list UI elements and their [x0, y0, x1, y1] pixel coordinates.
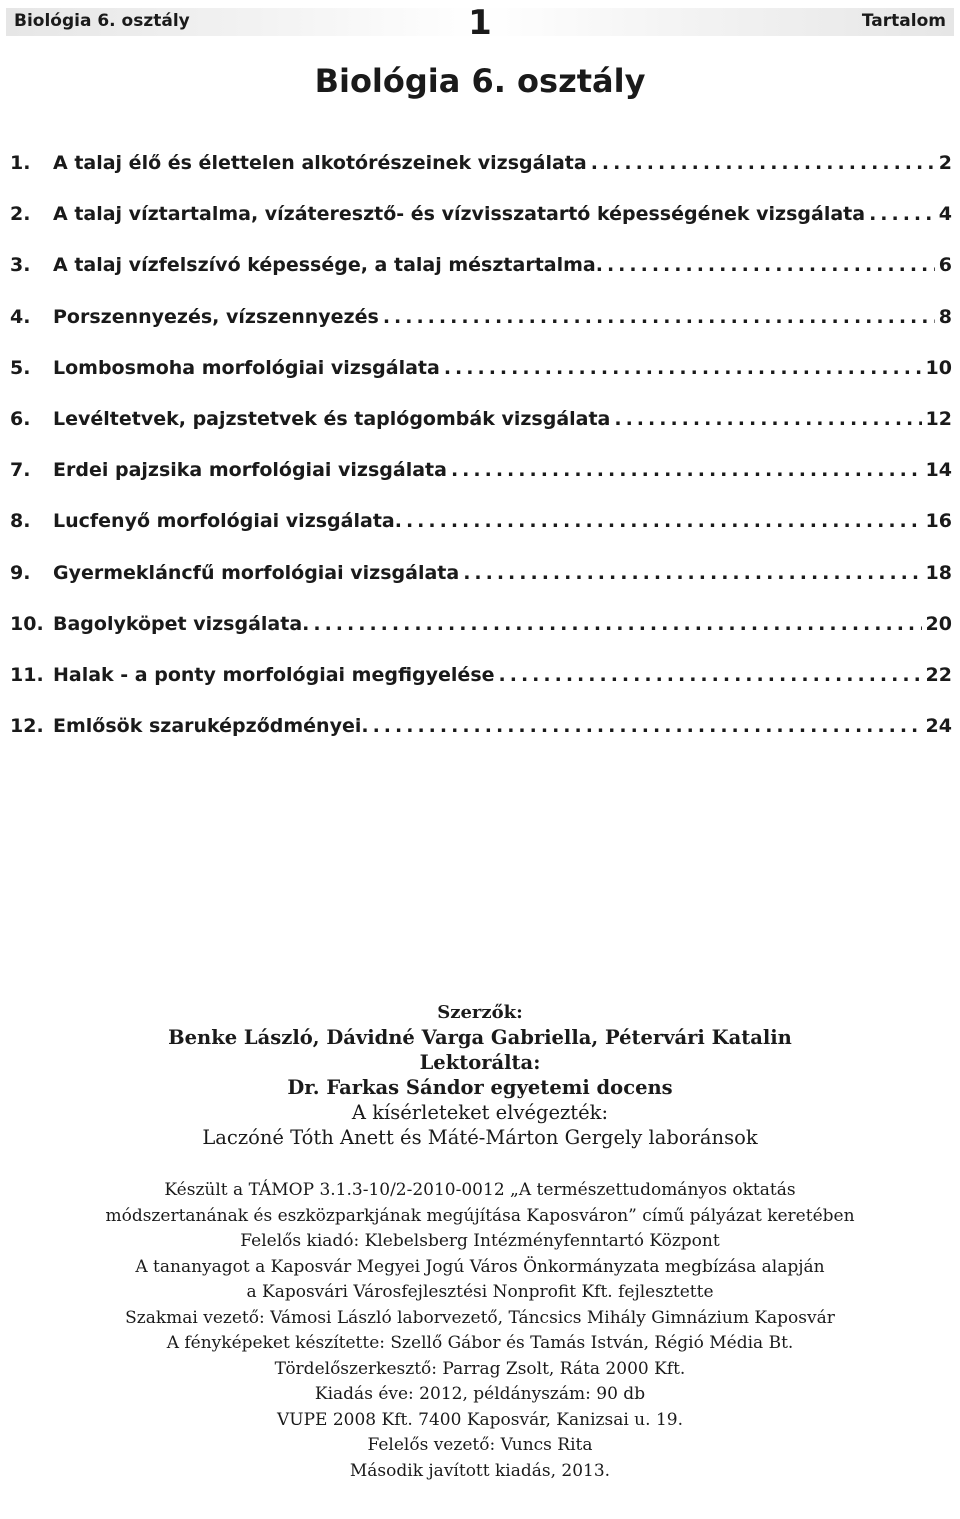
credit-line: A fényképeket készítette: Szellő Gábor és Tamás István, Régió Média Bt.: [166, 1333, 794, 1353]
credit-line: Tördelőszerkesztő: Parrag Zsolt, Ráta 2000 Kft.: [274, 1358, 686, 1379]
toc-item-title: Emlősök szaruképződményei.: [53, 715, 369, 738]
toc-item-title: Erdei pajzsika morfológiai vizsgálata: [53, 459, 447, 482]
toc-item-title: Bagolyköpet vizsgálata.: [53, 612, 310, 635]
header-page-number: 1: [468, 3, 492, 43]
toc-leader-dots: [614, 408, 921, 430]
credit-line: A tananyagot a Kaposvár Megyei Jogú Város Önkormányzata megbízása alapján: [135, 1256, 825, 1277]
toc-item-number: 9.: [10, 561, 31, 584]
experiments-label: A kísérleteket elvégezték:: [351, 1101, 609, 1124]
toc-item[interactable]: [10, 203, 952, 254]
toc-item-page: 12: [925, 407, 952, 430]
toc-item[interactable]: [10, 715, 952, 766]
table-of-contents: [10, 152, 952, 766]
toc-item-page: 20: [925, 612, 952, 635]
toc-item-number: 11.: [10, 663, 44, 686]
toc-item-number: 2.: [10, 203, 31, 226]
toc-item-title: Levéltetvek, pajzstetvek és taplógombák vizsgálata: [53, 407, 611, 430]
toc-item-page: 18: [925, 561, 952, 584]
toc-item-page: 8: [938, 305, 952, 328]
toc-item-title: Lucfenyő morfológiai vizsgálata.: [53, 510, 402, 533]
toc-leader-dots: [463, 562, 921, 584]
toc-item-number: 5.: [10, 356, 31, 379]
toc-item[interactable]: [10, 152, 952, 203]
toc-item-number: 3.: [10, 254, 31, 277]
toc-item-title: A talaj élő és élettelen alkotórészeinek vizsgálata: [53, 152, 587, 174]
header-section: Tartalom: [861, 11, 946, 31]
toc-leader-dots: [607, 254, 935, 276]
toc-leader-dots: [869, 203, 935, 225]
toc-item-number: 6.: [10, 407, 31, 430]
credit-line: Szakmai vezető: Vámosi László laborvezető, Táncsics Mihály Gimnázium Kaposvár: [125, 1307, 835, 1328]
toc-item-page: 16: [925, 510, 952, 533]
credit-line: Második javított kiadás, 2013.: [349, 1460, 611, 1481]
authors-label: Szerzők:: [437, 1002, 523, 1023]
toc-item-page: 10: [925, 356, 952, 379]
toc-item-number: 4.: [10, 305, 31, 328]
toc-item[interactable]: [10, 613, 952, 664]
credit-line: Kiadás éve: 2012, példányszám: 90 db: [314, 1384, 646, 1404]
toc-item[interactable]: [10, 408, 952, 459]
credit-line: módszertanának és eszközparkjának megújítása Kaposváron” című pályázat keretében: [105, 1205, 855, 1226]
reviewer-name: Dr. Farkas Sándor egyetemi docens: [287, 1076, 673, 1099]
toc-leader-dots: [406, 510, 922, 532]
credit-line: Készült a TÁMOP 3.1.3-10/2-2010-0012 „A természettudományos oktatás: [164, 1180, 796, 1200]
toc-item-title: Gyermekláncfű morfológiai vizsgálata: [53, 561, 460, 584]
toc-item[interactable]: [10, 510, 952, 561]
page-header: [6, 3, 954, 43]
toc-item-page: 4: [938, 203, 952, 226]
toc-item-page: 14: [925, 459, 952, 482]
experimenters-names: Laczóné Tóth Anett és Máté-Márton Gergely laboránsok: [202, 1126, 758, 1149]
toc-leader-dots: [383, 306, 935, 328]
credit-line: Felelős kiadó: Klebelsberg Intézményfenntartó Központ: [240, 1231, 720, 1251]
credit-line: a Kaposvári Városfejlesztési Nonprofit Kft. fejlesztette: [246, 1282, 714, 1302]
page-title: Biológia 6. osztály: [314, 62, 646, 100]
toc-item-page: 24: [925, 715, 952, 738]
toc-item[interactable]: [10, 459, 952, 510]
toc-item-page: 22: [925, 663, 952, 686]
toc-item-title: Halak - a ponty morfológiai megfigyelése: [53, 663, 495, 686]
toc-item-title: Lombosmoha morfológiai vizsgálata: [53, 356, 440, 379]
toc-item-number: 10.: [10, 612, 44, 635]
header-subject: Biológia 6. osztály: [14, 11, 190, 31]
toc-leader-dots: [499, 664, 922, 686]
toc-item-title: A talaj víztartalma, vízáteresztő- és vízvisszatartó képességének vizsgálata: [53, 203, 866, 226]
toc-item[interactable]: [10, 562, 952, 613]
toc-item-title: Porszennyezés, vízszennyezés: [53, 305, 379, 328]
toc-item[interactable]: [10, 306, 952, 357]
toc-item-number: 12.: [10, 715, 44, 738]
toc-item[interactable]: [10, 664, 952, 715]
toc-leader-dots: [444, 357, 922, 379]
toc-leader-dots: [451, 459, 922, 481]
toc-item-page: 6: [938, 254, 952, 277]
reviewer-label: Lektorálta:: [419, 1051, 541, 1074]
toc-item[interactable]: [10, 357, 952, 408]
credit-line: Felelős vezető: Vuncs Rita: [367, 1435, 593, 1455]
credits-block: [0, 1000, 960, 1484]
toc-leader-dots: [313, 613, 921, 635]
toc-item-number: 7.: [10, 459, 31, 482]
authors-names: Benke László, Dávidné Varga Gabriella, Pétervári Katalin: [168, 1026, 792, 1049]
toc-item-page: 2: [938, 152, 952, 174]
toc-item-number: 1.: [10, 152, 31, 174]
toc-leader-dots: [373, 715, 922, 737]
toc-leader-dots: [591, 152, 935, 174]
toc-item-number: 8.: [10, 510, 31, 533]
credit-line: VUPE 2008 Kft. 7400 Kaposvár, Kanizsai u. 19.: [277, 1409, 683, 1430]
toc-item-title: A talaj vízfelszívó képessége, a talaj mésztartalma.: [53, 254, 603, 277]
toc-item[interactable]: [10, 254, 952, 305]
